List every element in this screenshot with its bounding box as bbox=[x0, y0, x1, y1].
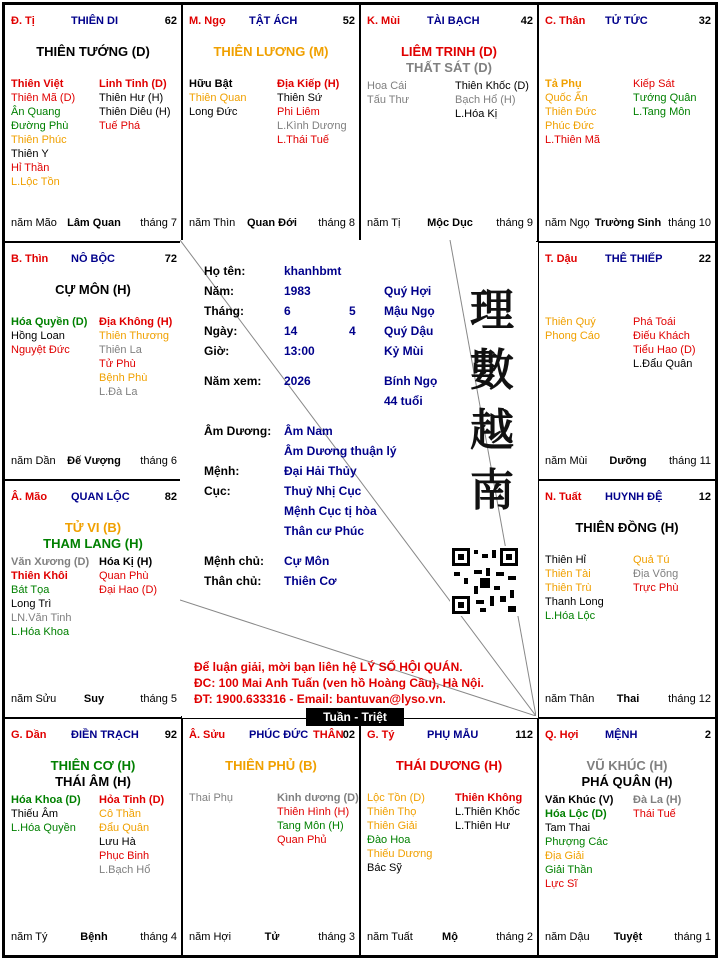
palace-header bbox=[11, 491, 177, 505]
right-stars bbox=[99, 793, 164, 877]
value-cuc-2: Mệnh Cục tị hòa bbox=[284, 504, 377, 518]
minor-star: Hóa Khoa (D) bbox=[11, 794, 81, 806]
main-star: VŨ KHÚC (H) bbox=[586, 758, 668, 773]
palace-position: G. Dần bbox=[11, 729, 47, 741]
minor-star: L.Bạch Hổ bbox=[99, 864, 151, 876]
minor-star: L.Kình Dương bbox=[277, 120, 347, 132]
palace-month: tháng 2 bbox=[496, 931, 533, 943]
label-nam: Năm: bbox=[204, 284, 235, 298]
palace-header bbox=[545, 253, 711, 267]
contact-line-3: ĐT: 1900.633316 - Email: bantuvan@lyso.vn. bbox=[194, 692, 446, 706]
palace-name: PHÚC ĐỨC bbox=[249, 729, 309, 741]
minor-star: L.Hóa Quyền bbox=[11, 822, 76, 834]
palace-year: năm Mão bbox=[11, 217, 57, 229]
minor-star: Thai Phụ bbox=[189, 792, 234, 804]
palace-header bbox=[11, 15, 177, 29]
minor-star: Kiếp Sát bbox=[633, 78, 675, 90]
main-star: PHÁ QUÂN (H) bbox=[581, 774, 673, 789]
palace-header bbox=[189, 729, 355, 743]
minor-star: Thiên Đức bbox=[545, 106, 597, 118]
minor-star: Thiên Khôi bbox=[11, 570, 68, 582]
main-star: TỬ VI (B) bbox=[64, 520, 122, 535]
minor-star: L.Đẩu Quân bbox=[633, 358, 693, 370]
minor-star: Bệnh Phù bbox=[99, 372, 148, 384]
palace-header bbox=[189, 15, 355, 29]
palace-header bbox=[367, 729, 533, 743]
value-than-chu: Thiên Cơ bbox=[284, 574, 337, 588]
main-star: THIÊN PHỦ (B) bbox=[225, 758, 317, 773]
right-stars bbox=[277, 791, 359, 847]
palace-footer bbox=[367, 931, 533, 945]
palace-month: tháng 1 bbox=[674, 931, 711, 943]
minor-star: L.Lộc Tồn bbox=[11, 176, 60, 188]
value-nam-can: Quý Hợi bbox=[384, 284, 432, 298]
palace-year: năm Tý bbox=[11, 931, 48, 943]
palace-age-number: 32 bbox=[698, 15, 711, 27]
palace-stage: Tử bbox=[264, 931, 280, 943]
palace-stage: Thai bbox=[616, 693, 640, 705]
left-stars bbox=[545, 315, 600, 343]
palace-year: năm Thìn bbox=[189, 217, 236, 229]
value-gio-can: Kỷ Mùi bbox=[384, 344, 424, 358]
minor-star: Đại Hao (D) bbox=[99, 584, 158, 596]
value-gio: 13:00 bbox=[284, 344, 315, 358]
minor-star: Thiên Việt bbox=[11, 78, 64, 90]
minor-star: Thiên Phúc bbox=[11, 134, 67, 146]
right-stars bbox=[633, 315, 696, 371]
left-stars bbox=[367, 791, 432, 875]
palace-position: M. Ngọ bbox=[189, 15, 226, 27]
minor-star: Đào Hoa bbox=[367, 834, 411, 846]
value-nam-xem-can: Bính Ngọ bbox=[384, 374, 438, 388]
palace-stage: Trường Sinh bbox=[594, 217, 662, 229]
value-ngay-am: 4 bbox=[349, 324, 356, 338]
palace-header bbox=[11, 729, 177, 743]
minor-star: Thiên Hình (H) bbox=[277, 806, 350, 818]
main-star: THÁI DƯƠNG (H) bbox=[395, 758, 503, 773]
main-star: THIÊN ĐỒNG (H) bbox=[575, 520, 679, 535]
palace-ti bbox=[4, 4, 182, 242]
minor-star: Linh Tinh (D) bbox=[99, 78, 167, 90]
minor-star: Đường Phù bbox=[11, 120, 69, 132]
minor-star: Tả Phụ bbox=[545, 78, 582, 90]
label-nam-xem: Năm xem: bbox=[204, 374, 262, 388]
palace-age-number: 92 bbox=[164, 729, 177, 741]
palace-age-number: 02 bbox=[342, 729, 355, 741]
minor-star: Hữu Bật bbox=[189, 78, 233, 90]
palace-footer bbox=[11, 455, 177, 469]
palace-position: C. Thân bbox=[545, 15, 586, 27]
palace-position: G. Tý bbox=[367, 729, 395, 741]
palace-position: Đ. Tị bbox=[11, 15, 35, 27]
minor-star: L.Hóa Lộc bbox=[545, 610, 596, 622]
left-stars bbox=[367, 79, 409, 107]
palace-name: THÊ THIẾP bbox=[605, 253, 663, 265]
minor-star: Tang Môn (H) bbox=[277, 820, 344, 832]
palace-year: năm Mùi bbox=[545, 455, 588, 467]
qr-code-icon[interactable] bbox=[450, 546, 520, 616]
minor-star: Văn Khúc (V) bbox=[545, 794, 614, 806]
palace-month: tháng 6 bbox=[140, 455, 177, 467]
minor-star: Trực Phù bbox=[633, 582, 679, 594]
minor-star: Kình dương (D) bbox=[277, 792, 359, 804]
palace-position: B. Thìn bbox=[11, 253, 49, 265]
minor-star: Tiểu Hao (D) bbox=[633, 344, 696, 356]
minor-star: Phúc Đức bbox=[545, 120, 594, 132]
minor-star: L.Đà La bbox=[99, 386, 138, 398]
palace-name: HUYNH ĐỆ bbox=[605, 491, 663, 503]
minor-star: Hóa Lộc (D) bbox=[545, 808, 607, 820]
palace-thin bbox=[4, 242, 182, 480]
palace-position: N. Tuất bbox=[545, 491, 582, 503]
minor-star: Hóa Quyền (D) bbox=[11, 316, 88, 328]
label-ho-ten: Họ tên: bbox=[204, 264, 246, 278]
palace-name: TÀI BẠCH bbox=[427, 15, 480, 27]
palace-month: tháng 3 bbox=[318, 931, 355, 943]
main-star: THẤT SÁT (D) bbox=[406, 60, 492, 75]
palace-footer bbox=[11, 217, 177, 231]
center-info-panel bbox=[180, 240, 536, 716]
minor-star: Thiên Quan bbox=[189, 92, 247, 104]
minor-star: Thiên Hư (H) bbox=[99, 92, 164, 104]
palace-age-number: 82 bbox=[164, 491, 177, 503]
minor-star: Hồng Loan bbox=[11, 330, 65, 342]
label-thang: Tháng: bbox=[204, 304, 244, 318]
palace-footer bbox=[367, 217, 533, 231]
palace-dau bbox=[538, 242, 716, 480]
minor-star: Phá Toái bbox=[633, 316, 676, 328]
minor-star: Cô Thần bbox=[99, 808, 141, 820]
palace-month: tháng 9 bbox=[496, 217, 533, 229]
minor-star: Lộc Tồn (D) bbox=[367, 792, 425, 804]
value-am-duong-2: Âm Dương thuận lý bbox=[284, 444, 397, 458]
minor-star: Bạch Hổ (H) bbox=[455, 94, 516, 106]
palace-ngo bbox=[182, 4, 360, 242]
main-star: THIÊN LƯƠNG (M) bbox=[213, 44, 329, 59]
minor-star: Thiên Y bbox=[11, 148, 49, 160]
palace-year: năm Hợi bbox=[189, 931, 232, 943]
value-am-duong: Âm Nam bbox=[284, 424, 333, 438]
value-cuc-3: Thân cư Phúc bbox=[284, 524, 365, 538]
palace-name: TẬT ÁCH bbox=[249, 15, 298, 27]
palace-name: PHỤ MẪU bbox=[427, 729, 479, 741]
minor-star: Thiên La bbox=[99, 344, 142, 356]
right-stars bbox=[633, 77, 697, 119]
minor-star: Thiếu Âm bbox=[11, 808, 59, 820]
right-stars bbox=[277, 77, 347, 147]
minor-star: Văn Xương (D) bbox=[11, 556, 90, 568]
left-stars bbox=[11, 555, 89, 639]
minor-star: Quan Phủ bbox=[277, 834, 327, 846]
right-stars bbox=[633, 793, 681, 821]
minor-star: Hỏa Tinh (D) bbox=[99, 794, 165, 806]
palace-stage: Tuyệt bbox=[613, 931, 643, 943]
label-am-duong: Âm Dương: bbox=[204, 424, 272, 438]
right-stars bbox=[455, 79, 529, 121]
palace-age-number: 112 bbox=[515, 729, 533, 741]
palace-footer bbox=[545, 217, 711, 231]
palace-stage: Mộ bbox=[442, 931, 458, 943]
palace-age-number: 52 bbox=[342, 15, 355, 27]
label-gio: Giờ: bbox=[204, 344, 230, 358]
value-nam-xem: 2026 bbox=[284, 374, 311, 388]
minor-star: Quả Tú bbox=[633, 554, 670, 566]
palace-position: T. Dậu bbox=[545, 253, 578, 265]
left-stars bbox=[189, 791, 233, 805]
palace-position: Q. Hợi bbox=[545, 729, 579, 741]
palace-stage: Suy bbox=[83, 693, 105, 705]
palace-month: tháng 7 bbox=[140, 217, 177, 229]
minor-star: Thiên Không bbox=[455, 792, 523, 804]
right-stars bbox=[633, 553, 678, 595]
minor-star: Thiên Sứ bbox=[277, 92, 323, 104]
value-tuoi: 44 tuổi bbox=[384, 394, 423, 408]
palace-position: Â. Mão bbox=[11, 491, 48, 503]
palace-name: MỆNH bbox=[605, 729, 638, 741]
right-stars bbox=[99, 315, 172, 399]
minor-star: LN.Văn Tinh bbox=[11, 612, 72, 624]
palace-year: năm Ngọ bbox=[545, 217, 590, 229]
minor-star: L.Thiên Mã bbox=[545, 134, 601, 146]
palace-age-number: 12 bbox=[698, 491, 711, 503]
minor-star: Tuế Phá bbox=[99, 120, 141, 132]
main-star: THIÊN TƯỚNG (D) bbox=[36, 44, 150, 59]
palace-age-number: 62 bbox=[164, 15, 177, 27]
palace-name: NÔ BỘC bbox=[71, 253, 115, 265]
minor-star: L.Thái Tuế bbox=[277, 134, 329, 146]
palace-footer bbox=[189, 931, 355, 945]
minor-star: Thiên Thọ bbox=[367, 806, 417, 818]
value-thang-can: Mậu Ngọ bbox=[384, 304, 435, 318]
minor-star: Long Trì bbox=[11, 598, 52, 610]
left-stars bbox=[11, 77, 75, 189]
palace-age-number: 42 bbox=[520, 15, 533, 27]
calligraphy-char-4: 南 bbox=[470, 465, 514, 516]
minor-star: Lực Sĩ bbox=[545, 878, 578, 890]
minor-star: Thái Tuế bbox=[633, 808, 676, 820]
palace-header bbox=[367, 15, 533, 29]
minor-star: Địa Võng bbox=[633, 568, 679, 580]
value-menh-chu: Cự Môn bbox=[284, 554, 330, 568]
palace-month: tháng 12 bbox=[668, 693, 711, 705]
value-thang: 6 bbox=[284, 304, 291, 318]
main-star: THÁI ÂM (H) bbox=[55, 774, 131, 789]
palace-tuat bbox=[538, 480, 716, 718]
left-stars bbox=[189, 77, 246, 119]
palace-age-number: 2 bbox=[704, 729, 711, 741]
minor-star: Địa Kiếp (H) bbox=[277, 78, 340, 90]
contact-line-2: ĐC: 100 Mai Anh Tuấn (ven hồ Hoàng Cầu), Hà Nội. bbox=[194, 676, 485, 690]
palace-ty bbox=[360, 718, 538, 956]
palace-stage: Đế Vượng bbox=[67, 455, 121, 467]
minor-star: Thiên Trù bbox=[545, 582, 592, 594]
minor-star: Hỉ Thần bbox=[11, 162, 50, 174]
minor-star: L.Hóa Khoa bbox=[11, 626, 70, 638]
left-stars bbox=[11, 793, 81, 835]
palace-footer bbox=[545, 931, 711, 945]
left-stars bbox=[545, 793, 613, 891]
tuan-triet-badge: Tuần - Triệt bbox=[306, 708, 404, 726]
palace-year: năm Tuất bbox=[367, 931, 413, 943]
minor-star: Ân Quang bbox=[11, 106, 61, 118]
palace-year: năm Thân bbox=[545, 693, 595, 705]
label-menh-chu: Mệnh chủ: bbox=[204, 554, 264, 568]
minor-star: Thiếu Dương bbox=[367, 848, 433, 860]
minor-star: Thiên Diêu (H) bbox=[99, 106, 171, 118]
minor-star: Giải Thần bbox=[545, 864, 593, 876]
palace-year: năm Sửu bbox=[11, 693, 57, 705]
minor-star: Thiên Thương bbox=[99, 330, 170, 342]
minor-star: Thiên Khốc (D) bbox=[455, 80, 529, 92]
minor-star: Bác Sỹ bbox=[367, 862, 402, 874]
palace-footer bbox=[189, 217, 355, 231]
value-nam: 1983 bbox=[284, 284, 311, 298]
value-ngay-can: Quý Dậu bbox=[384, 324, 434, 338]
palace-stage: Lâm Quan bbox=[67, 217, 121, 229]
minor-star: Long Đức bbox=[189, 106, 238, 118]
value-ngay: 14 bbox=[284, 324, 298, 338]
palace-name: TỬ TỨC bbox=[605, 15, 648, 27]
calligraphy-char-3: 越 bbox=[470, 405, 514, 456]
minor-star: Phi Liêm bbox=[277, 106, 320, 118]
minor-star: Lưu Hà bbox=[99, 836, 136, 848]
minor-star: Hóa Kị (H) bbox=[99, 556, 153, 568]
minor-star: Thiên Quý bbox=[545, 316, 596, 328]
minor-star: Đẩu Quân bbox=[99, 822, 150, 834]
minor-star: Phong Cáo bbox=[545, 330, 601, 342]
contact-line-1: Để luận giải, mời bạn liên hệ LÝ SỐ HỘI QUÁN. bbox=[194, 660, 463, 674]
minor-star: Hoa Cái bbox=[367, 80, 407, 92]
palace-month: tháng 5 bbox=[140, 693, 177, 705]
left-stars bbox=[545, 77, 600, 147]
label-cuc: Cục: bbox=[204, 484, 231, 498]
palace-header bbox=[545, 491, 711, 505]
right-stars bbox=[99, 555, 157, 597]
palace-position: Â. Sửu bbox=[189, 729, 226, 741]
minor-star: Quan Phù bbox=[99, 570, 149, 582]
label-than-chu: Thân chủ: bbox=[204, 574, 262, 588]
palace-mui bbox=[360, 4, 538, 242]
palace-hoi bbox=[538, 718, 716, 956]
minor-star: Nguyệt Đức bbox=[11, 344, 70, 356]
label-ngay: Ngày: bbox=[204, 324, 238, 338]
palace-name: QUAN LỘC bbox=[71, 491, 130, 503]
palace-age-number: 72 bbox=[164, 253, 177, 265]
left-stars bbox=[11, 315, 87, 357]
minor-star: Địa Không (H) bbox=[99, 316, 173, 328]
main-star: CỰ MÔN (H) bbox=[55, 282, 131, 297]
minor-star: L.Hóa Kị bbox=[455, 108, 498, 120]
value-thang-am: 5 bbox=[349, 304, 356, 318]
palace-year: năm Dần bbox=[11, 455, 56, 467]
palace-position: K. Mùi bbox=[367, 15, 400, 27]
minor-star: Điếu Khách bbox=[633, 330, 690, 342]
minor-star: Tướng Quân bbox=[633, 92, 697, 104]
value-menh: Đại Hải Thủy bbox=[284, 464, 357, 478]
value-ho-ten: khanhbmt bbox=[284, 264, 342, 278]
minor-star: Tấu Thư bbox=[367, 94, 410, 106]
palace-stage: Quan Đới bbox=[247, 217, 297, 229]
minor-star: Thiên Tài bbox=[545, 568, 591, 580]
palace-mao bbox=[4, 480, 182, 718]
value-cuc: Thuỷ Nhị Cục bbox=[284, 484, 362, 498]
palace-year: năm Dậu bbox=[545, 931, 590, 943]
minor-star: Quốc Ấn bbox=[545, 92, 588, 104]
palace-footer bbox=[11, 931, 177, 945]
palace-footer bbox=[545, 455, 711, 469]
palace-footer bbox=[545, 693, 711, 707]
palace-extra-tag: THÂN bbox=[313, 729, 344, 741]
palace-age-number: 22 bbox=[698, 253, 711, 265]
palace-header bbox=[545, 729, 711, 743]
main-star: THAM LANG (H) bbox=[43, 536, 143, 551]
minor-star: Đà La (H) bbox=[633, 794, 682, 806]
palace-stage: Mộc Dục bbox=[427, 217, 473, 229]
palace-name: THIÊN DI bbox=[71, 15, 119, 27]
minor-star: Bát Tọa bbox=[11, 584, 50, 596]
left-stars bbox=[545, 553, 604, 623]
minor-star: Phượng Các bbox=[545, 836, 608, 848]
palace-dan bbox=[4, 718, 182, 956]
main-star: LIÊM TRINH (D) bbox=[400, 44, 498, 59]
palace-header bbox=[545, 15, 711, 29]
palace-stage: Dưỡng bbox=[609, 455, 647, 467]
minor-star: Thiên Mã (D) bbox=[11, 92, 76, 104]
minor-star: L.Tang Môn bbox=[633, 106, 691, 118]
calligraphy-char-1: 理 bbox=[470, 285, 514, 336]
minor-star: Địa Giải bbox=[545, 850, 585, 862]
minor-star: Tam Thai bbox=[545, 822, 591, 834]
palace-month: tháng 8 bbox=[318, 217, 355, 229]
palace-footer bbox=[11, 693, 177, 707]
palace-suu bbox=[182, 718, 360, 956]
minor-star: L.Thiên Khốc bbox=[455, 806, 520, 818]
palace-month: tháng 10 bbox=[668, 217, 711, 229]
calligraphy-char-2: 數 bbox=[470, 345, 514, 396]
minor-star: Thiên Giải bbox=[367, 820, 418, 832]
minor-star: Phục Binh bbox=[99, 850, 150, 862]
minor-star: Thanh Long bbox=[545, 596, 604, 608]
minor-star: Tử Phù bbox=[99, 358, 136, 370]
label-menh: Mệnh: bbox=[204, 464, 240, 478]
palace-month: tháng 11 bbox=[668, 455, 711, 467]
palace-header bbox=[11, 253, 177, 267]
palace-stage: Bệnh bbox=[80, 931, 108, 943]
palace-name: ĐIỀN TRẠCH bbox=[71, 729, 139, 741]
palace-than bbox=[538, 4, 716, 242]
main-star: THIÊN CƠ (H) bbox=[50, 758, 136, 773]
minor-star: Thiên Hỉ bbox=[545, 554, 586, 566]
palace-year: năm Tị bbox=[367, 217, 401, 229]
palace-month: tháng 4 bbox=[140, 931, 177, 943]
minor-star: L.Thiên Hư bbox=[455, 820, 511, 832]
right-stars bbox=[455, 791, 522, 833]
right-stars bbox=[99, 77, 171, 133]
